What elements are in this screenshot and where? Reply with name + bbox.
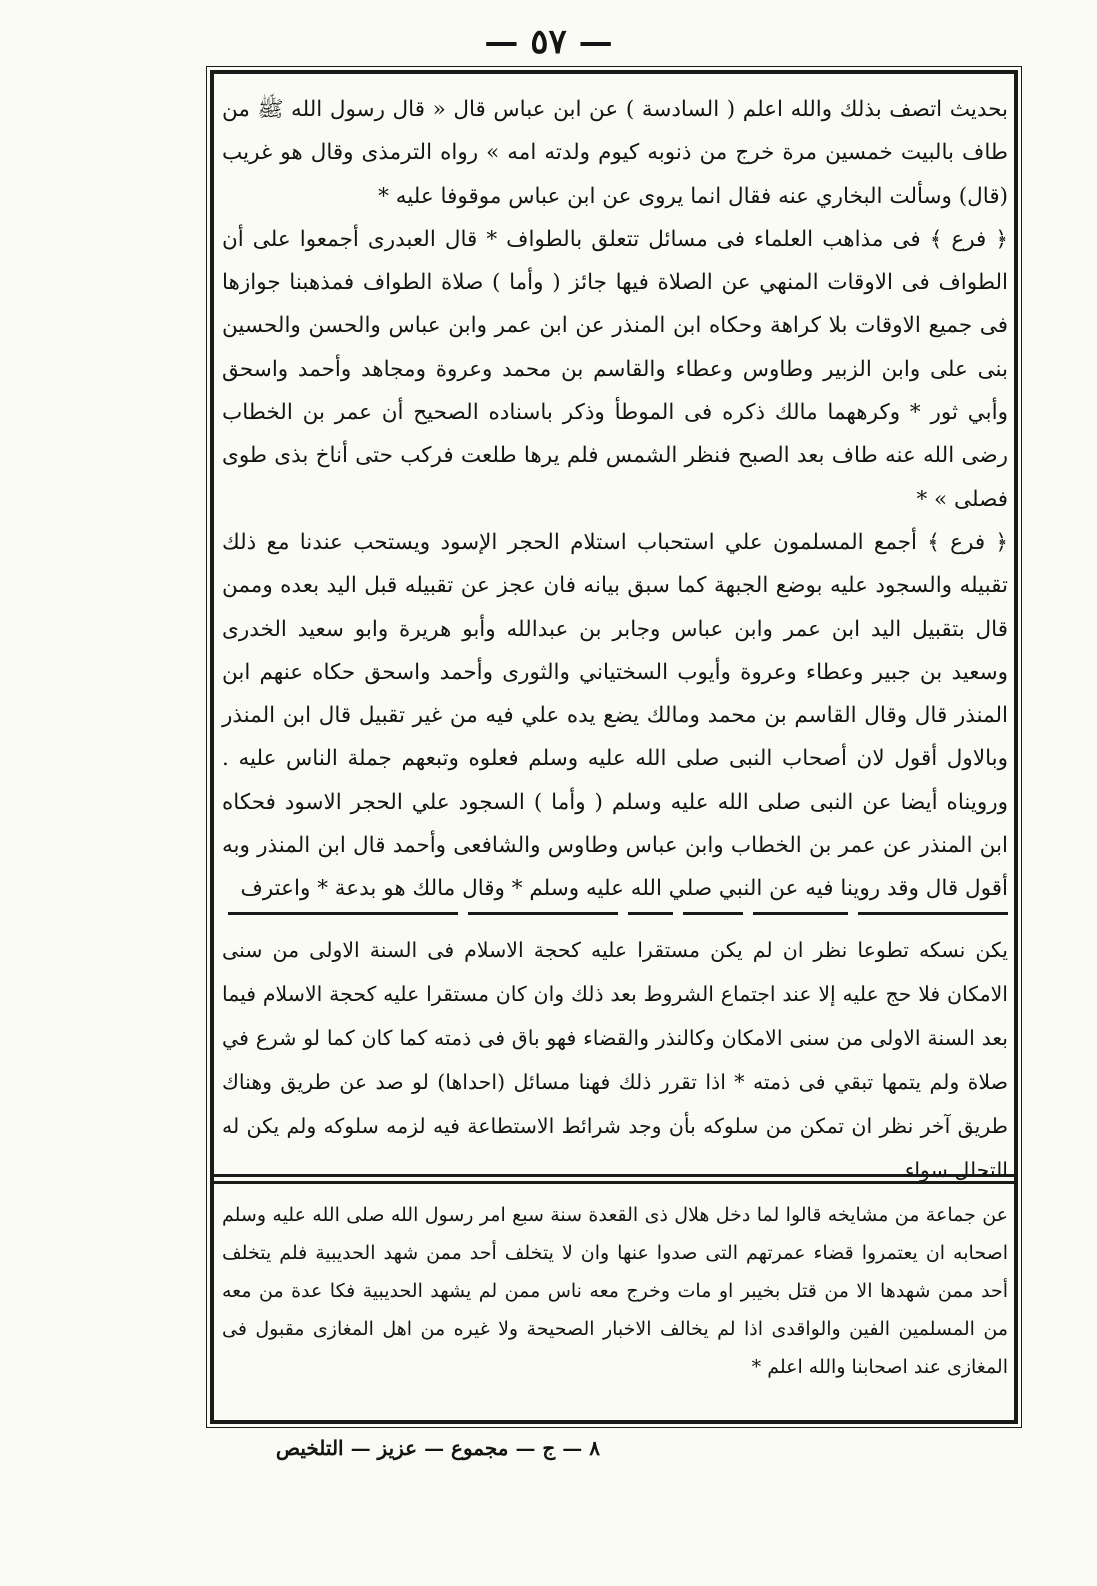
commentary-paragraph: يكن نسكه تطوعا نظر ان لم يكن مستقرا عليه كحجة الاسلام فى السنة الاولى من سنى الامكان فلا حج عليه إلا عند اجتماع الشروط بعد ذلك وان كان مستقرا عليه كحجة الاسلام فيما بعد السنة الاولى من سنى الامكان وكالنذر والقضاء فهو باق فى ذمته كما كان كما لو شرع في صلاة ولم يتمها تبقي فى ذمته * اذا تقرر ذلك فهنا مسائل (احداها) لو صد عن طريق وهناك طريق آخر نظر ان تمكن من سلوكه بأن وجد شرائط الاستطاعة فيه لزمه سلوكه ولم يكن له التحلل سواء [222,938,1008,1182]
footnote-paragraph: عن جماعة من مشايخه قالوا لما دخل هلال ذى القعدة سنة سبع امر رسول الله صلى الله عليه وسلم اصحابه ان يعتمروا قضاء عمرتهم التى صدوا عنها وان لا يتخلف أحد ممن شهد الحديبية فلم يتخلف أحد ممن شهدها الا من قتل بخيبر او مات وخرج معه ناس ممن لم يشهد الحديبية فكا عدة من معه من المسلمين الفين والواقدى اذا لم يخالف الاخبار الصحيحة ولا غيره من اهل المغازى مقبول فى المغازى عند اصحابنا والله اعلم * [222,1204,1008,1378]
double-rule-separator [212,1174,1016,1184]
section-separator [222,907,1008,919]
paragraph-sixth-hadith: بحديث اتصف بذلك والله اعلم ( السادسة ) عن ابن عباس قال « قال رسول الله ﷺ من طاف بالبيت خمسين مرة خرج من ذنوبه كيوم ولدته امه » رواه الترمذى وقال هو غريب (قال) وسألت البخاري عنه فقال انما يروى عن ابن عباس موقوفا عليه * [222,97,1008,209]
page-number: — ٥٧ — [484,22,613,62]
signature-footer: ٨ — ج — مجموع — عزيز — التلخيص [275,1436,600,1460]
main-text-block [222,88,1008,911]
commentary-text-block [222,928,1008,1192]
paragraph-black-stone-branch: ﴿ فرع ﴾ أجمع المسلمون علي استحباب استلام الحجر الإسود ويستحب عندنا مع ذلك تقبيله والسجود عليه بوضع الجبهة كما سبق بيانه فان عجز عن تقبيله قبل اليد بعده وممن قال بتقبيل اليد ابن عمر وابن عباس وجابر بن عبدالله وأبو هريرة وابو سعيد الخدرى وسعيد بن جبير وعطاء وعروة وأيوب السختياني والثورى وأحمد واسحق حكاه عنهم ابن المنذر قال وقال القاسم بن محمد ومالك يضع يده علي فيه من غير تقبيل قال ابن المنذر وبالاول أقول لان أصحاب النبى صلى الله عليه وسلم فعلوه وتبعهم جملة الناس عليه . ورويناه أيضا عن النبى صلى الله عليه وسلم ( وأما ) السجود علي الحجر الاسود فحكاه ابن المنذر عن عمر بن الخطاب وابن عباس وطاوس والشافعى وأحمد قال ابن المنذر وبه أقول قال وقد روينا فيه عن النبي صلي الله عليه وسلم * وقال مالك هو بدعة * واعترف [222,529,1008,902]
paragraph-tawaf-branch: ﴿ فرع ﴾ فى مذاهب العلماء فى مسائل تتعلق بالطواف * قال العبدرى أجمعوا على أن الطواف فى الاوقات المنهي عن الصلاة فيها جائز ( وأما ) صلاة الطواف فمذهبنا جوازها فى جميع الاوقات بلا كراهة وحكاه ابن المنذر عن ابن عمر وابن عباس والحسن والحسين بنى على وابن الزبير وطاوس وعطاء والقاسم بن محمد وعروة ومجاهد وأحمد واسحق وأبي ثور * وكرههما مالك ذكره فى الموطأ وذكر باسناده الصحيح أن عمر بن الخطاب رضى الله عنه طاف بعد الصبح فنظر الشمس فلم يرها طلعت فركب حتى أناخ بذى طوى فصلى » * [222,226,1008,512]
footnote-text-block [222,1196,1008,1386]
